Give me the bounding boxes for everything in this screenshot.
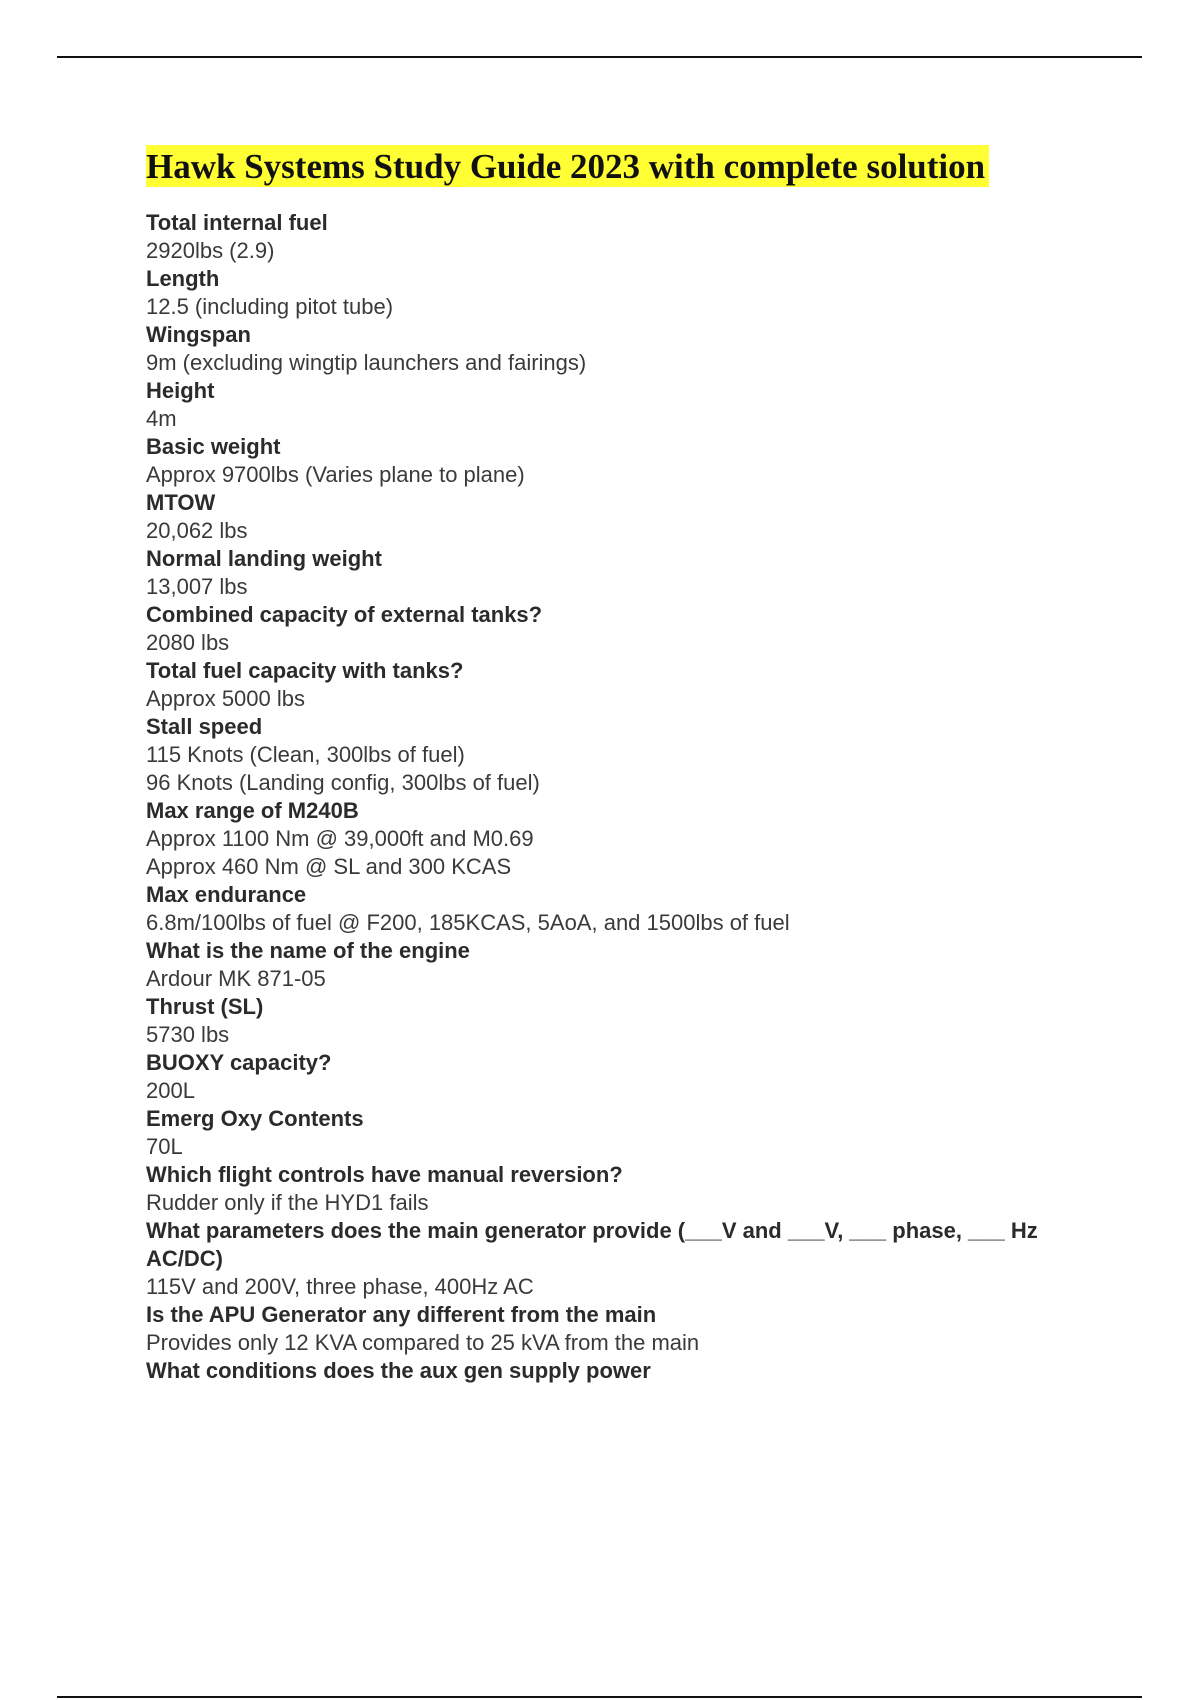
answer: Approx 9700lbs (Varies plane to plane): [146, 462, 525, 487]
qa-item: [146, 1161, 1066, 1217]
answer: 13,007 lbs: [146, 574, 248, 599]
document-title: Hawk Systems Study Guide 2023 with complete solution: [146, 145, 989, 187]
answer: Approx 460 Nm @ SL and 300 KCAS: [146, 854, 512, 879]
question: Which flight controls have manual reversion?: [146, 1162, 623, 1187]
question: Max range of M240B: [146, 798, 359, 823]
qa-item: [146, 1049, 1066, 1105]
qa-item: [146, 1105, 1066, 1161]
document-body: [146, 145, 1066, 1385]
qa-item: [146, 993, 1066, 1049]
qa-item: [146, 881, 1066, 937]
qa-item: [146, 265, 1066, 321]
question: Stall speed: [146, 714, 263, 739]
question: Wingspan: [146, 322, 251, 347]
answer: 9m (excluding wingtip launchers and fairings): [146, 350, 587, 375]
top-rule: [57, 56, 1142, 58]
answer: Ardour MK 871-05: [146, 966, 326, 991]
answer: 96 Knots (Landing config, 300lbs of fuel): [146, 770, 540, 795]
qa-item: [146, 797, 1066, 881]
qa-item: [146, 1301, 1066, 1357]
answer: Approx 5000 lbs: [146, 686, 305, 711]
question: Height: [146, 378, 215, 403]
answer: 4m: [146, 406, 177, 431]
question: Thrust (SL): [146, 994, 264, 1019]
qa-item: [146, 657, 1066, 713]
question: MTOW: [146, 490, 216, 515]
answer: 70L: [146, 1134, 183, 1159]
qa-item: [146, 713, 1066, 797]
qa-item: [146, 601, 1066, 657]
question: Total fuel capacity with tanks?: [146, 658, 464, 683]
answer: 12.5 (including pitot tube): [146, 294, 394, 319]
question: Normal landing weight: [146, 546, 382, 571]
question: Is the APU Generator any different from the main: [146, 1302, 657, 1327]
bottom-rule: [57, 1696, 1142, 1698]
question: Total internal fuel: [146, 210, 328, 235]
answer: 200L: [146, 1078, 195, 1103]
question: What parameters does the main generator provide (___V and ___V, ___ phase, ___ Hz AC/DC): [146, 1218, 1038, 1271]
question: What is the name of the engine: [146, 938, 470, 963]
qa-item: [146, 377, 1066, 433]
qa-item: [146, 1217, 1066, 1301]
answer: 6.8m/100lbs of fuel @ F200, 185KCAS, 5AoA, and 1500lbs of fuel: [146, 910, 790, 935]
answer: 20,062 lbs: [146, 518, 248, 543]
qa-item: [146, 1357, 1066, 1385]
answer: Provides only 12 KVA compared to 25 kVA from the main: [146, 1330, 700, 1355]
qa-item: [146, 489, 1066, 545]
answer: 115 Knots (Clean, 300lbs of fuel): [146, 742, 465, 767]
question: Combined capacity of external tanks?: [146, 602, 543, 627]
answer: Rudder only if the HYD1 fails: [146, 1190, 429, 1215]
qa-item: [146, 545, 1066, 601]
question: Emerg Oxy Contents: [146, 1106, 364, 1131]
question: Length: [146, 266, 220, 291]
qa-item: [146, 209, 1066, 265]
answer: 115V and 200V, three phase, 400Hz AC: [146, 1274, 534, 1299]
answer: 2920lbs (2.9): [146, 238, 275, 263]
question: Basic weight: [146, 434, 281, 459]
answer: 5730 lbs: [146, 1022, 230, 1047]
qa-item: [146, 433, 1066, 489]
answer: Approx 1100 Nm @ 39,000ft and M0.69: [146, 826, 534, 851]
qa-item: [146, 321, 1066, 377]
question: Max endurance: [146, 882, 307, 907]
question: What conditions does the aux gen supply power: [146, 1358, 651, 1383]
qa-item: [146, 937, 1066, 993]
question: BUOXY capacity?: [146, 1050, 332, 1075]
answer: 2080 lbs: [146, 630, 230, 655]
